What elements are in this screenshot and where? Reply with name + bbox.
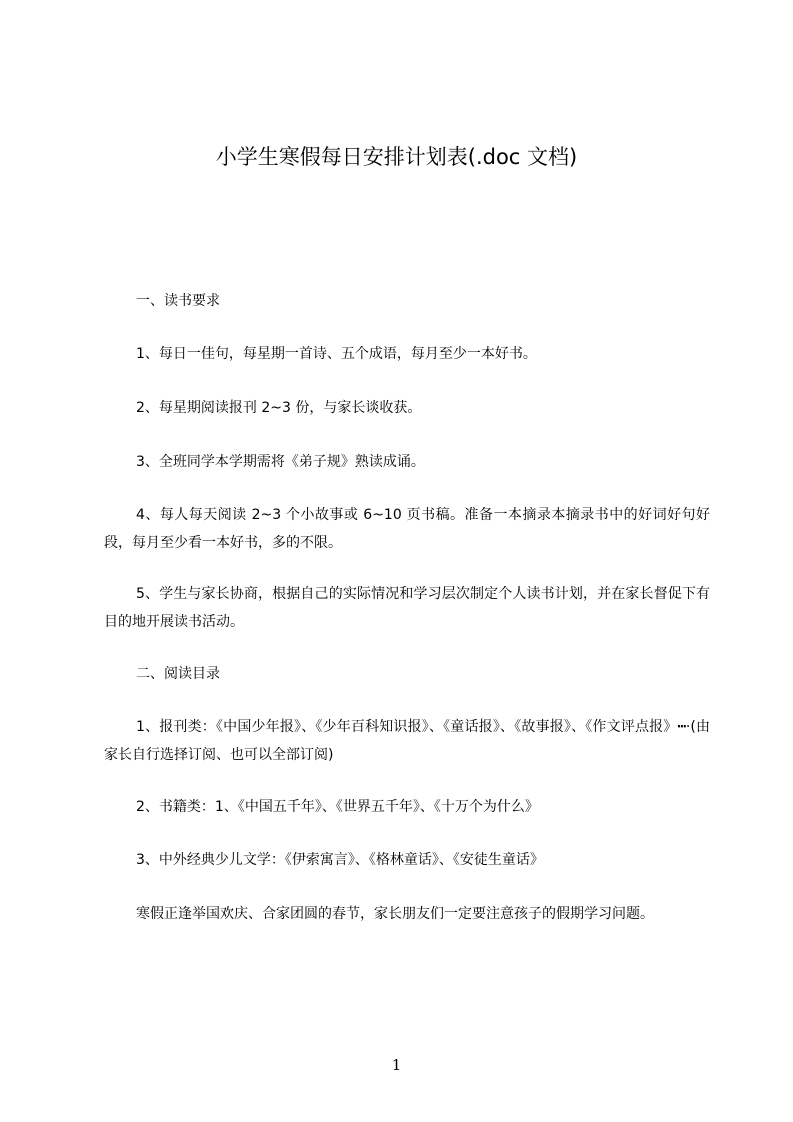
paragraph-item-1: 1、每日一佳句，每星期一首诗、五个成语，每月至少一本好书。 [136,346,537,362]
page-number: 1 [391,1056,402,1074]
paragraph-closing: 寒假正逢举国欢庆、合家团圆的春节，家长朋友们一定要注意孩子的假期学习问题。 [136,906,654,922]
paragraph-item-5: 5、学生与家长协商，根据自己的实际情况和学习层次制定个人读书计划，并在家长督促下有目的地开展读书活动。 [104,586,710,630]
section-heading-reading-requirements: 一、读书要求 [136,293,220,309]
paragraph-item-4: 4、每人每天阅读 2~3 个小故事或 6~10 页书稿。准备一本摘录本摘录书中的好词好句好段，每月至少看一本好书，多的不限。 [104,507,710,551]
document-title: 小学生寒假每日安排计划表(.doc 文档) [215,145,578,169]
paragraph-item-3: 3、全班同学本学期需将《弟子规》熟读成诵。 [136,454,425,470]
paragraph-classic-literature: 3、中外经典少儿文学：《伊索寓言》、《格林童话》、《安徒生童话》 [136,852,544,868]
paragraph-item-2: 2、每星期阅读报刊 2~3 份，与家长谈收获。 [136,400,422,416]
section-heading-reading-list: 二、阅读目录 [136,666,220,682]
paragraph-newspapers: 1、报刊类：《中国少年报》、《少年百科知识报》、《童话报》、《故事报》、《作文评点报》┅·(由家长自行选择订阅、也可以全部订阅) [104,719,710,763]
paragraph-books: 2、书籍类：1、《中国五千年》、《世界五千年》、《十万个为什么》 [136,799,539,815]
